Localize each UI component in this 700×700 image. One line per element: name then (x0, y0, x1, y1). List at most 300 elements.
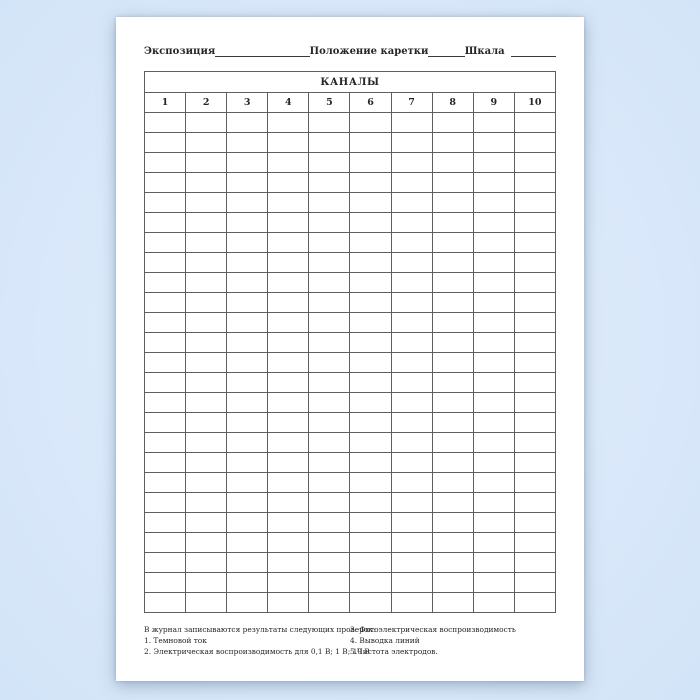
table-cell (268, 373, 309, 393)
table-cell (309, 193, 350, 213)
table-cell (473, 373, 514, 393)
table-cell (309, 493, 350, 513)
table-cell (391, 113, 432, 133)
table-cell (186, 173, 227, 193)
column-header-5: 5 (309, 93, 350, 113)
table-cell (350, 153, 391, 173)
table-cell (186, 573, 227, 593)
table-cell (186, 533, 227, 553)
table-cell (186, 593, 227, 613)
table-cell (268, 473, 309, 493)
table-cell (227, 253, 268, 273)
table-cell (268, 293, 309, 313)
table-cell (268, 413, 309, 433)
table-cell (227, 113, 268, 133)
footer-check-item-4: 4. Выводка линий (350, 636, 420, 645)
table-cell (186, 393, 227, 413)
table-cell (227, 273, 268, 293)
column-header-8: 8 (432, 93, 473, 113)
table-cell (350, 133, 391, 153)
table-cell (309, 453, 350, 473)
table-cell (186, 133, 227, 153)
table-cell (268, 273, 309, 293)
table-cell (391, 373, 432, 393)
table-cell (350, 333, 391, 353)
table-cell (227, 493, 268, 513)
table-row (145, 473, 556, 493)
table-cell (350, 433, 391, 453)
table-cell (391, 133, 432, 153)
table-cell (514, 493, 555, 513)
table-row (145, 193, 556, 213)
table-cell (186, 353, 227, 373)
table-cell (227, 413, 268, 433)
table-cell (309, 153, 350, 173)
exposition-label: Экспозиция (144, 46, 216, 57)
table-cell (350, 113, 391, 133)
table-cell (186, 373, 227, 393)
table-cell (432, 513, 473, 533)
table-cell (227, 153, 268, 173)
table-cell (145, 333, 186, 353)
carriage-position-blank-line (428, 46, 464, 57)
table-cell (145, 293, 186, 313)
table-cell (514, 333, 555, 353)
scale-label: Шкала (464, 46, 505, 57)
table-cell (432, 193, 473, 213)
table-cell (227, 433, 268, 453)
table-cell (227, 393, 268, 413)
table-cell (309, 393, 350, 413)
table-cell (145, 193, 186, 213)
table-cell (473, 573, 514, 593)
table-cell (309, 233, 350, 253)
table-cell (186, 333, 227, 353)
table-cell (186, 453, 227, 473)
table-cell (268, 333, 309, 353)
table-cell (309, 433, 350, 453)
table-cell (145, 353, 186, 373)
table-cell (227, 353, 268, 373)
table-cell (514, 133, 555, 153)
table-cell (227, 373, 268, 393)
table-row (145, 153, 556, 173)
table-cell (514, 353, 555, 373)
table-cell (473, 253, 514, 273)
table-cell (145, 273, 186, 293)
table-cell (186, 253, 227, 273)
table-cell (186, 493, 227, 513)
table-row (145, 513, 556, 533)
table-cell (145, 433, 186, 453)
table-cell (309, 513, 350, 533)
table-cell (391, 293, 432, 313)
table-cell (145, 473, 186, 493)
table-cell (268, 593, 309, 613)
document-page (116, 17, 584, 681)
table-cell (186, 233, 227, 253)
table-cell (309, 413, 350, 433)
column-header-row (145, 93, 556, 113)
table-cell (473, 433, 514, 453)
table-cell (473, 513, 514, 533)
table-cell (227, 293, 268, 313)
table-cell (391, 453, 432, 473)
table-cell (227, 513, 268, 533)
table-cell (514, 513, 555, 533)
column-header-1: 1 (145, 93, 186, 113)
table-cell (514, 473, 555, 493)
table-row (145, 373, 556, 393)
table-cell (432, 433, 473, 453)
table-cell (268, 213, 309, 233)
table-cell (432, 313, 473, 333)
table-cell (473, 353, 514, 373)
table-cell (145, 313, 186, 333)
table-cell (268, 253, 309, 273)
table-cell (268, 573, 309, 593)
table-cell (432, 573, 473, 593)
table-cell (391, 233, 432, 253)
table-cell (268, 453, 309, 473)
table-cell (514, 533, 555, 553)
table-cell (432, 133, 473, 153)
table-cell (391, 273, 432, 293)
table-cell (391, 353, 432, 373)
table-cell (350, 193, 391, 213)
footer-intro: В журнал записываются результаты следующих проверок: (144, 625, 376, 634)
table-row (145, 593, 556, 613)
table-cell (268, 193, 309, 213)
table-cell (473, 233, 514, 253)
table-cell (145, 373, 186, 393)
table-cell (432, 233, 473, 253)
table-cell (268, 533, 309, 553)
table-cell (186, 513, 227, 533)
table-row (145, 413, 556, 433)
table-cell (186, 193, 227, 213)
table-cell (350, 213, 391, 233)
table-cell (514, 253, 555, 273)
table-cell (432, 593, 473, 613)
table-cell (514, 553, 555, 573)
table-cell (432, 453, 473, 473)
table-cell (268, 313, 309, 333)
table-cell (268, 233, 309, 253)
table-cell (432, 113, 473, 133)
table-cell (227, 533, 268, 553)
table-cell (350, 393, 391, 413)
table-cell (227, 473, 268, 493)
table-cell (186, 473, 227, 493)
table-cell (309, 313, 350, 333)
table-cell (514, 153, 555, 173)
table-cell (432, 393, 473, 413)
table-cell (350, 273, 391, 293)
table-cell (391, 433, 432, 453)
table-row (145, 433, 556, 453)
table-cell (473, 153, 514, 173)
table-row (145, 173, 556, 193)
table-cell (227, 173, 268, 193)
table-cell (391, 173, 432, 193)
table-cell (514, 293, 555, 313)
table-cell (473, 393, 514, 413)
table-cell (473, 593, 514, 613)
table-cell (514, 373, 555, 393)
table-cell (350, 413, 391, 433)
footer-check-item-3: 3. Фотоэлектрическая воспроизводимость (350, 625, 516, 634)
table-cell (145, 133, 186, 153)
table-cell (145, 233, 186, 253)
table-cell (391, 513, 432, 533)
table-cell (473, 293, 514, 313)
footer-left-column (144, 624, 376, 657)
table-cell (145, 453, 186, 473)
table-row (145, 213, 556, 233)
table-cell (268, 393, 309, 413)
table-cell (350, 373, 391, 393)
table-cell (473, 473, 514, 493)
table-cell (473, 193, 514, 213)
table-cell (145, 493, 186, 513)
table-cell (473, 533, 514, 553)
table-cell (350, 453, 391, 473)
table-cell (186, 433, 227, 453)
footer-right-column (350, 624, 556, 657)
table-cell (350, 253, 391, 273)
table-cell (350, 233, 391, 253)
table-cell (391, 553, 432, 573)
table-cell (473, 453, 514, 473)
table-cell (145, 573, 186, 593)
table-row (145, 533, 556, 553)
table-cell (432, 293, 473, 313)
table-row (145, 233, 556, 253)
column-header-2: 2 (186, 93, 227, 113)
table-cell (432, 273, 473, 293)
table-cell (268, 153, 309, 173)
carriage-position-label: Положение каретки (309, 46, 429, 57)
table-cell (227, 193, 268, 213)
table-cell (432, 173, 473, 193)
table-cell (391, 193, 432, 213)
table-cell (391, 153, 432, 173)
table-cell (391, 493, 432, 513)
table-cell (145, 413, 186, 433)
table-cell (391, 533, 432, 553)
table-cell (145, 513, 186, 533)
table-cell (350, 593, 391, 613)
table-cell (309, 113, 350, 133)
table-cell (309, 353, 350, 373)
table-cell (227, 233, 268, 253)
table-cell (309, 533, 350, 553)
table-cell (268, 133, 309, 153)
table-cell (145, 173, 186, 193)
table-cell (186, 273, 227, 293)
table-row (145, 293, 556, 313)
table-cell (309, 273, 350, 293)
table-cell (227, 333, 268, 353)
table-cell (309, 213, 350, 233)
table-cell (514, 573, 555, 593)
table-cell (391, 593, 432, 613)
table-cell (432, 153, 473, 173)
table-row (145, 133, 556, 153)
column-header-6: 6 (350, 93, 391, 113)
form-footer (144, 624, 556, 657)
table-cell (391, 253, 432, 273)
table-row (145, 253, 556, 273)
table-cell (514, 593, 555, 613)
table-cell (268, 513, 309, 533)
table-cell (473, 133, 514, 153)
footer-check-item-2: 2. Электрическая воспроизводимость для 0,1 В; 1 В; 10 В (144, 647, 370, 656)
table-cell (391, 213, 432, 233)
table-title: КАНАЛЫ (145, 72, 556, 93)
column-header-9: 9 (473, 93, 514, 113)
channels-table (144, 71, 556, 613)
table-cell (514, 193, 555, 213)
table-cell (514, 273, 555, 293)
table-cell (432, 253, 473, 273)
table-cell (186, 293, 227, 313)
table-cell (145, 593, 186, 613)
table-cell (309, 473, 350, 493)
scale-blank-line (511, 46, 556, 57)
table-cell (309, 253, 350, 273)
table-cell (350, 553, 391, 573)
table-cell (350, 513, 391, 533)
table-row (145, 113, 556, 133)
footer-check-item-5: 5.Чистота электродов. (350, 647, 438, 656)
table-cell (432, 353, 473, 373)
table-cell (391, 313, 432, 333)
table-cell (145, 253, 186, 273)
table-cell (227, 553, 268, 573)
column-header-10: 10 (514, 93, 555, 113)
table-cell (268, 493, 309, 513)
table-title-row (145, 72, 556, 93)
form-header-line (144, 43, 556, 58)
table-cell (350, 573, 391, 593)
table-cell (268, 553, 309, 573)
table-cell (309, 553, 350, 573)
table-row (145, 553, 556, 573)
table-cell (432, 213, 473, 233)
table-row (145, 313, 556, 333)
table-cell (145, 153, 186, 173)
table-cell (391, 333, 432, 353)
table-cell (514, 313, 555, 333)
table-cell (391, 413, 432, 433)
table-cell (391, 473, 432, 493)
table-cell (350, 473, 391, 493)
table-cell (186, 313, 227, 333)
table-cell (350, 353, 391, 373)
table-cell (186, 113, 227, 133)
table-cell (227, 313, 268, 333)
table-cell (514, 393, 555, 413)
column-header-3: 3 (227, 93, 268, 113)
table-cell (309, 593, 350, 613)
table-cell (227, 133, 268, 153)
table-cell (145, 553, 186, 573)
table-row (145, 573, 556, 593)
table-cell (432, 333, 473, 353)
table-row (145, 393, 556, 413)
table-cell (473, 493, 514, 513)
table-cell (186, 213, 227, 233)
table-cell (350, 533, 391, 553)
table-cell (268, 353, 309, 373)
table-cell (432, 373, 473, 393)
table-cell (514, 113, 555, 133)
table-cell (514, 233, 555, 253)
table-row (145, 353, 556, 373)
table-cell (268, 113, 309, 133)
table-cell (432, 553, 473, 573)
table-cell (268, 173, 309, 193)
table-cell (473, 213, 514, 233)
table-cell (473, 113, 514, 133)
table-cell (227, 573, 268, 593)
table-cell (268, 433, 309, 453)
table-cell (309, 173, 350, 193)
table-cell (514, 453, 555, 473)
table-cell (432, 473, 473, 493)
table-cell (473, 313, 514, 333)
table-cell (309, 293, 350, 313)
table-cell (473, 273, 514, 293)
table-cell (309, 373, 350, 393)
table-cell (432, 413, 473, 433)
table-cell (309, 573, 350, 593)
table-row (145, 453, 556, 473)
table-cell (145, 533, 186, 553)
table-cell (350, 293, 391, 313)
table-cell (432, 493, 473, 513)
footer-check-item-1: 1. Темновой ток (144, 636, 207, 645)
table-cell (227, 213, 268, 233)
table-cell (186, 153, 227, 173)
table-cell (432, 533, 473, 553)
table-cell (473, 173, 514, 193)
table-cell (514, 173, 555, 193)
table-row (145, 493, 556, 513)
table-row (145, 273, 556, 293)
table-cell (309, 333, 350, 353)
table-cell (473, 333, 514, 353)
table-cell (514, 213, 555, 233)
table-cell (473, 413, 514, 433)
table-cell (145, 113, 186, 133)
column-header-4: 4 (268, 93, 309, 113)
table-cell (350, 493, 391, 513)
table-cell (391, 393, 432, 413)
table-cell (473, 553, 514, 573)
table-cell (514, 413, 555, 433)
table-cell (186, 553, 227, 573)
table-cell (350, 173, 391, 193)
table-cell (350, 313, 391, 333)
table-cell (391, 573, 432, 593)
table-cell (227, 593, 268, 613)
table-cell (186, 413, 227, 433)
exposition-blank-line (215, 46, 309, 57)
table-cell (145, 213, 186, 233)
